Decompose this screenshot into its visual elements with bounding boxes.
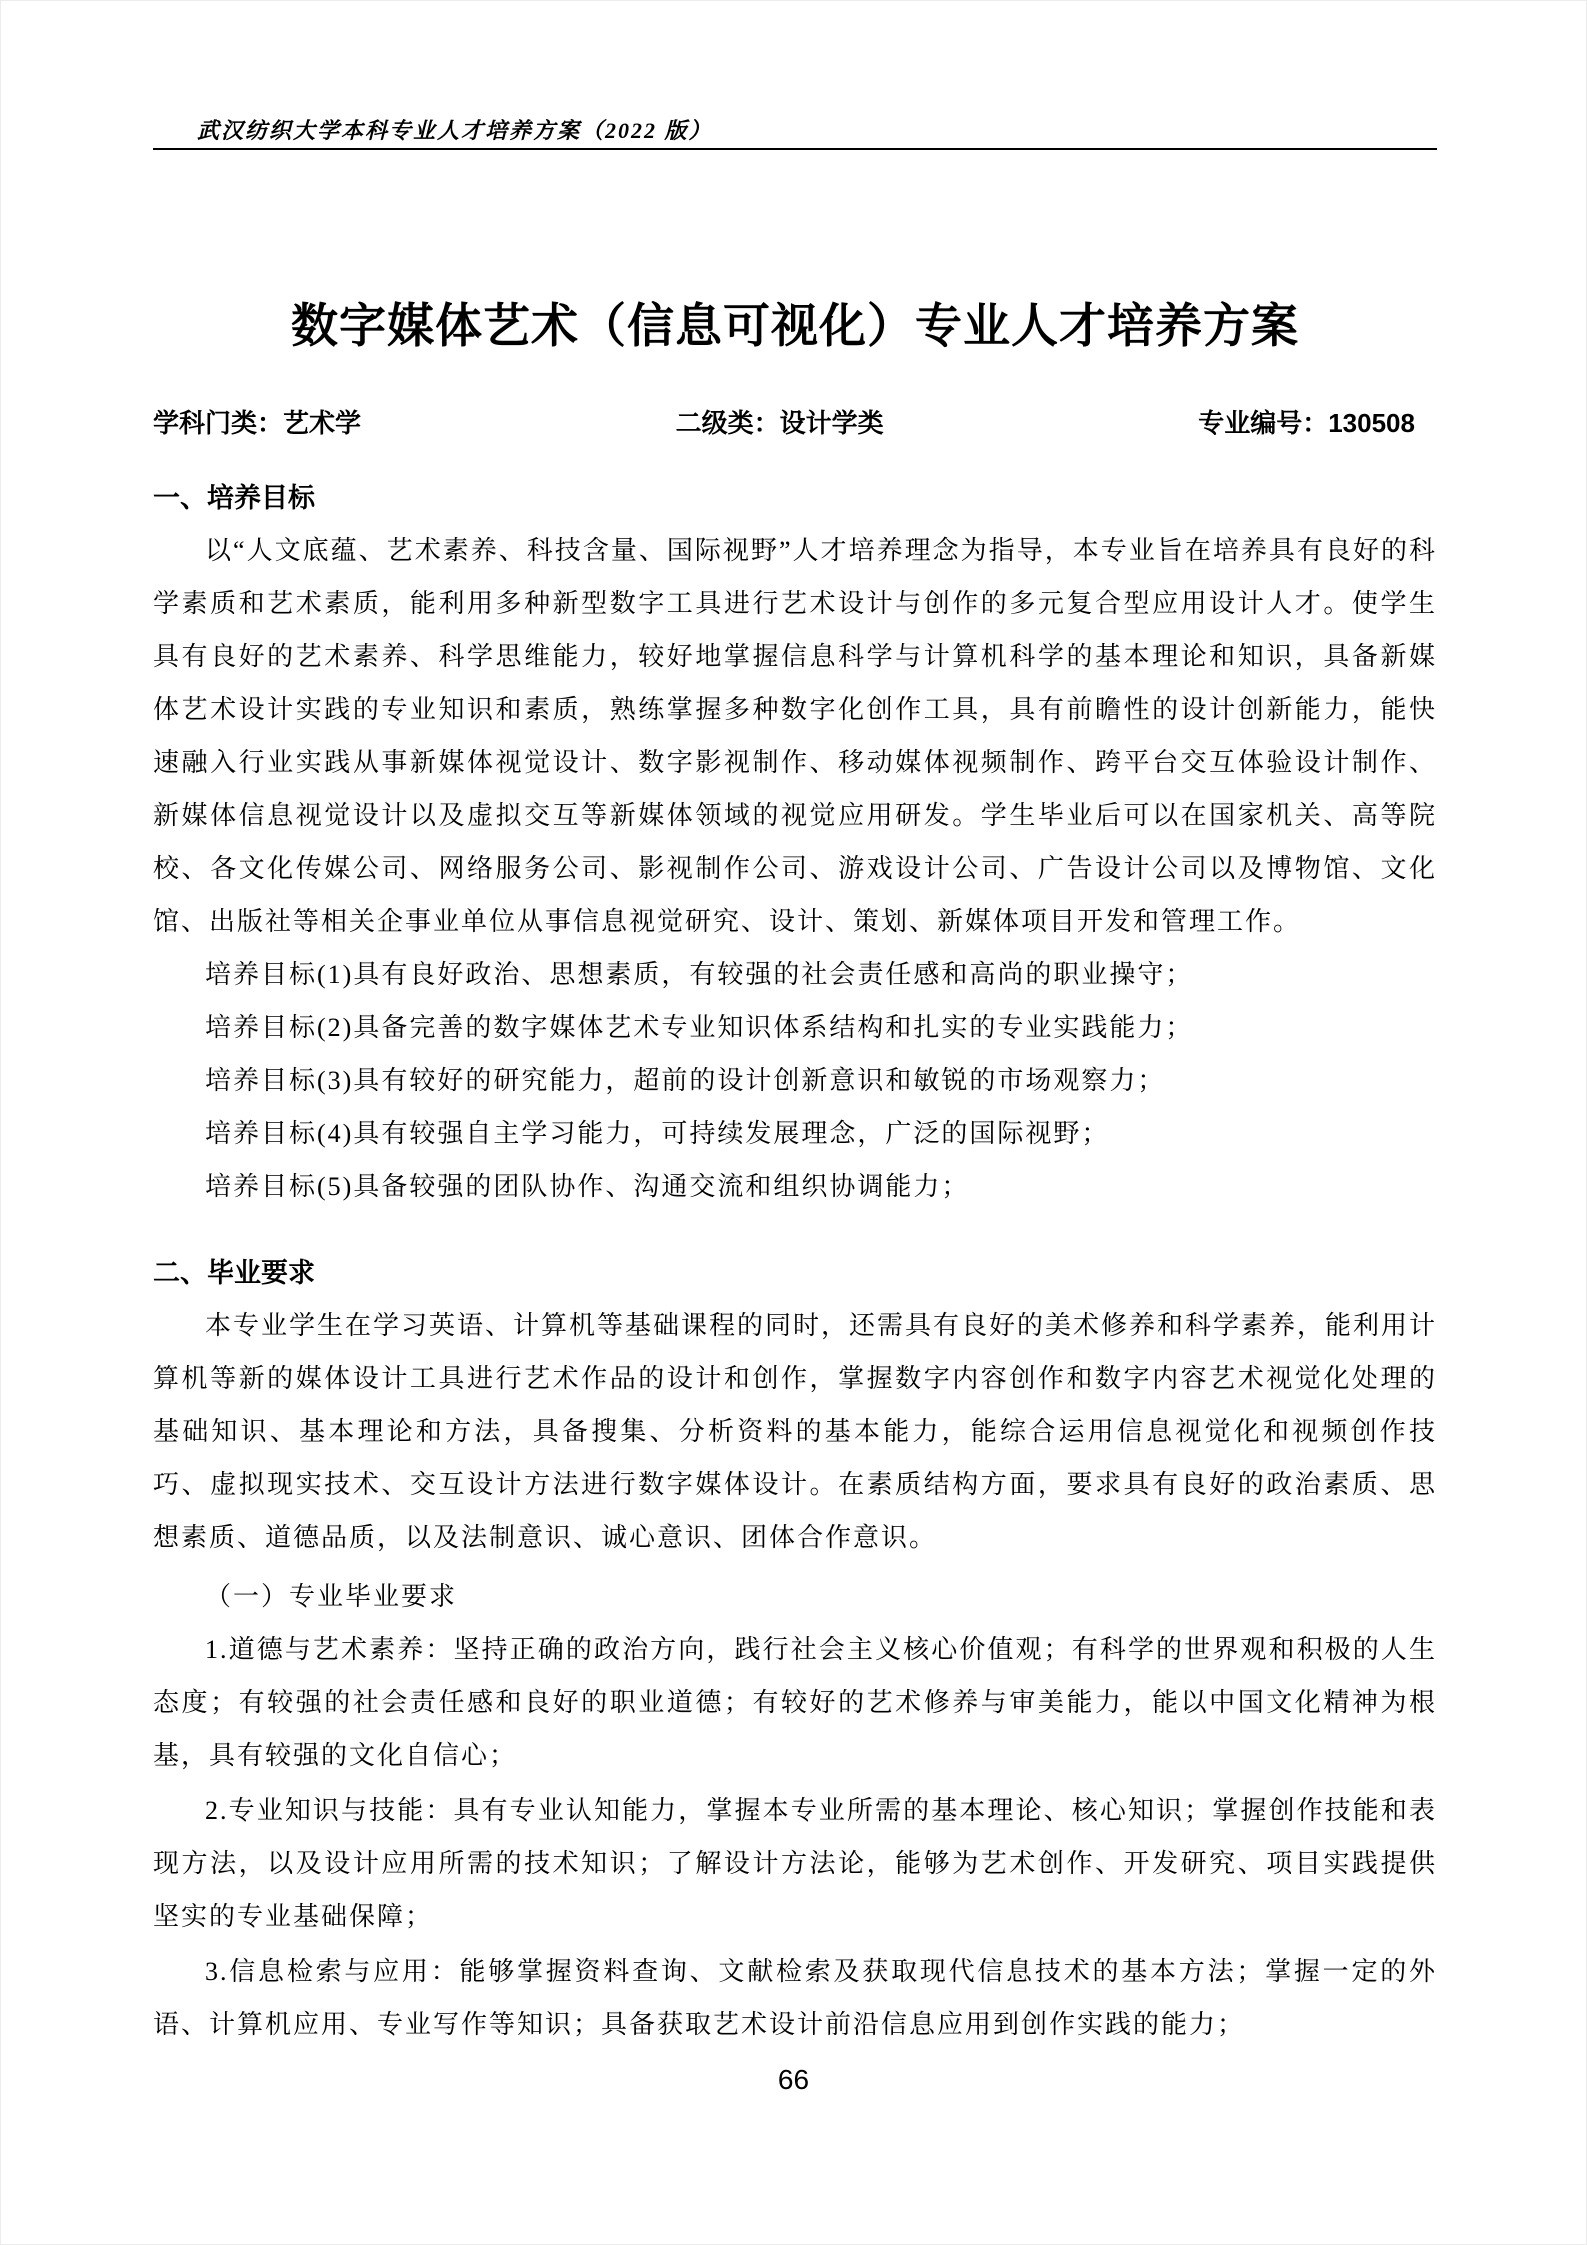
graduation-requirement-1: 1.道德与艺术素养：坚持正确的政治方向，践行社会主义核心价值观；有科学的世界观和积极的人生态度；有较强的社会责任感和良好的职业道德；有较好的艺术修养与审美能力，能以中国文化精神为根基，具有较强的文化自信心； [153,1635,1437,1770]
graduation-requirement-3: 3.信息检索与应用：能够掌握资料查询、文献检索及获取现代信息技术的基本方法；掌握一定的外语、计算机应用、专业写作等知识；具备获取艺术设计前沿信息应用到创作实践的能力； [153,1957,1437,2039]
section-heading-graduation-requirements: 二、毕业要求 [153,1258,315,1288]
meta-major-code: 专业编号：130508 [1198,408,1415,438]
graduation-requirement-2: 2.专业知识与技能：具有专业认知能力，掌握本专业所需的基本理论、核心知识；掌握创作技能和表现方法，以及设计应用所需的技术知识；了解设计方法论，能够为艺术创作、开发研究、项目实践提供坚实的专业基础保障； [153,1796,1437,1931]
subheading-professional-graduation-requirements: （一）专业毕业要求 [205,1582,458,1611]
training-goal-4: 培养目标(4)具有较强自主学习能力，可持续发展理念，广泛的国际视野； [205,1119,1110,1148]
training-goal-2: 培养目标(2)具备完善的数字媒体艺术专业知识体系结构和扎实的专业实践能力； [205,1013,1194,1042]
page-title: 数字媒体艺术（信息可视化）专业人才培养方案 [291,299,1299,352]
meta-discipline-category: 学科门类：艺术学 [153,408,362,438]
page-number: 66 [777,2064,810,2095]
meta-subclass: 二级类：设计学类 [675,408,884,438]
training-goal-3: 培养目标(3)具有较好的研究能力，超前的设计创新意识和敏锐的市场观察力； [205,1066,1166,1095]
training-goal-1: 培养目标(1)具有良好政治、思想素质，有较强的社会责任感和高尚的职业操守； [205,960,1194,989]
graduation-requirements-intro-paragraph: 本专业学生在学习英语、计算机等基础课程的同时，还需具有良好的美术修养和科学素养，能利用计算机等新的媒体设计工具进行艺术作品的设计和创作，掌握数字内容创作和数字内容艺术视觉化处理的基础知识、基本理论和方法，具备搜集、分析资料的基本能力，能综合运用信息视觉化和视频创作技巧、虚拟现实技术、交互设计方法进行数字媒体设计。在素质结构方面，要求具有良好的政治素质、思想素质、道德品质，以及法制意识、诚心意识、团体合作意识。 [153,1311,1438,1552]
running-header: 武汉纺织大学本科专业人才培养方案（2022 版） [197,118,713,143]
training-goal-5: 培养目标(5)具备较强的团队协作、沟通交流和组织协调能力； [205,1172,970,1201]
section-heading-training-objectives: 一、培养目标 [153,483,315,513]
meta-row [153,407,1437,439]
header-rule [153,148,1437,150]
training-objectives-intro-paragraph: 以“人文底蕴、艺术素养、科技含量、国际视野”人才培养理念为指导，本专业旨在培养具有良好的科学素质和艺术素质，能利用多种新型数字工具进行艺术设计与创作的多元复合型应用设计人才。使学生具有良好的艺术素养、科学思维能力，较好地掌握信息科学与计算机科学的基本理论和知识，具备新媒体艺术设计实践的专业知识和素质，熟练掌握多种数字化创作工具，具有前瞻性的设计创新能力，能快速融入行业实践从事新媒体视觉设计、数字影视制作、移动媒体视频制作、跨平台交互体验设计制作、新媒体信息视觉设计以及虚拟交互等新媒体领域的视觉应用研发。学生毕业后可以在国家机关、高等院校、各文化传媒公司、网络服务公司、影视制作公司、游戏设计公司、广告设计公司以及博物馆、文化馆、出版社等相关企事业单位从事信息视觉研究、设计、策划、新媒体项目开发和管理工作。 [153,536,1437,936]
